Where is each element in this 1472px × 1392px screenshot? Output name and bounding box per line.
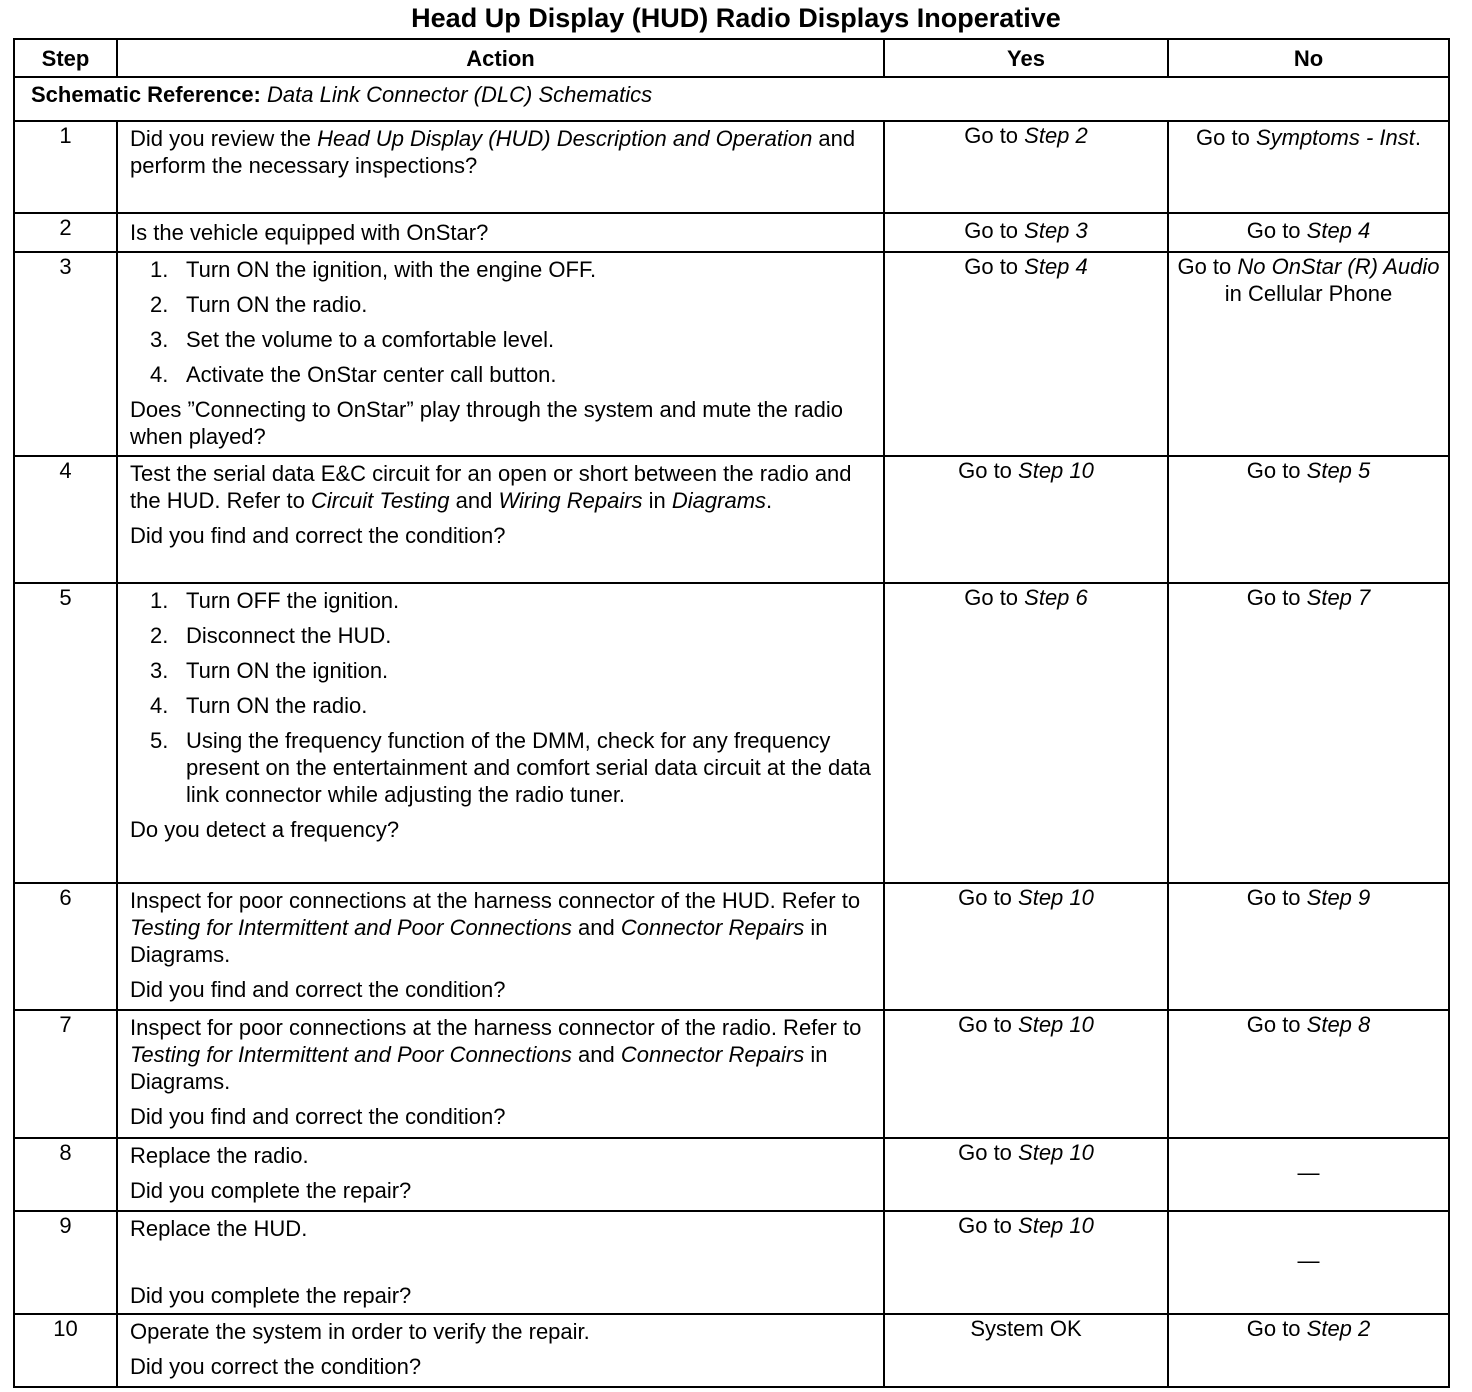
step-number: 5	[14, 583, 117, 883]
yes-cell: System OK	[884, 1314, 1168, 1387]
table-row	[14, 583, 1449, 883]
no-text: in Cellular Phone	[1224, 281, 1393, 306]
question-text: Did you complete the repair?	[130, 1178, 412, 1203]
no-text: Go to	[1196, 125, 1256, 150]
action-paragraph: Inspect for poor connections at the harness connector of the HUD. Refer to Testing for Intermittent and Poor Connections and Connector Repairs in Diagrams.	[130, 888, 861, 967]
schematic-reference	[14, 77, 1449, 121]
list-item: 2. Disconnect the HUD.	[150, 623, 392, 648]
no-text: Go to	[1246, 585, 1307, 610]
list-item: 4. Turn ON the radio.	[150, 693, 368, 718]
no-cell	[1168, 121, 1449, 213]
schematic-label: Schematic Reference:	[31, 82, 261, 107]
action-content	[130, 1215, 873, 1309]
yes-link[interactable]: Step 2	[1024, 123, 1088, 148]
question-text: Did you complete the repair?	[130, 1283, 412, 1308]
header-no: No	[1168, 39, 1449, 77]
action-cell	[117, 1211, 884, 1314]
action-link[interactable]: Head Up Display (HUD) Description and Operation	[317, 126, 813, 151]
yes-cell	[884, 1138, 1168, 1211]
yes-text: Go to	[958, 1012, 1019, 1037]
step-number: 6	[14, 883, 117, 1010]
no-text: Go to	[1177, 254, 1238, 279]
action-paragraph: Inspect for poor connections at the harness connector of the radio. Refer to Testing for Intermittent and Poor Connections and Connector Repairs in Diagrams.	[130, 1015, 862, 1094]
action-text: Did you review the	[130, 126, 318, 151]
no-cell	[1168, 1314, 1449, 1387]
yes-text: Go to	[964, 585, 1025, 610]
table-row	[14, 883, 1449, 1010]
action-cell	[117, 121, 884, 213]
action-link[interactable]: Circuit Testing	[310, 488, 450, 513]
question-text: Does ”Connecting to OnStar” play through the system and mute the radio when played?	[130, 397, 843, 449]
yes-cell	[884, 252, 1168, 456]
list-item: 5. Using the frequency function of the DMM, check for any frequency present on the entertainment and comfort serial data circuit at the data link connector while adjusting the radio tuner.	[150, 728, 871, 807]
no-link[interactable]: Step 8	[1306, 1012, 1371, 1037]
no-cell: —	[1168, 1138, 1449, 1211]
no-cell: —	[1168, 1211, 1449, 1314]
list-item: 1. Turn ON the ignition, with the engine OFF.	[150, 257, 597, 282]
page-title: Head Up Display (HUD) Radio Displays Inoperative	[411, 3, 1061, 33]
action-link[interactable]: Wiring Repairs	[498, 488, 643, 513]
action-cell	[117, 456, 884, 583]
step-number: 7	[14, 1010, 117, 1138]
yes-text: Go to	[958, 1140, 1019, 1165]
step-number: 4	[14, 456, 117, 583]
no-cell	[1168, 252, 1449, 456]
yes-link[interactable]: Step 10	[1018, 1213, 1094, 1238]
action-link[interactable]: Testing for Intermittent and Poor Connections	[130, 915, 572, 940]
action-link[interactable]: Diagrams	[671, 488, 767, 513]
yes-text: Go to	[958, 885, 1019, 910]
step-number: 1	[14, 121, 117, 213]
action-link[interactable]: Connector Repairs	[620, 1042, 805, 1067]
no-link[interactable]: Symptoms - Inst	[1255, 125, 1415, 150]
yes-text: Go to	[958, 458, 1019, 483]
question-text: Did you find and correct the condition?	[130, 1104, 506, 1129]
no-cell	[1168, 583, 1449, 883]
table-row	[14, 213, 1449, 252]
step-number: 10	[14, 1314, 117, 1387]
header-yes: Yes	[884, 39, 1168, 77]
action-cell	[117, 883, 884, 1010]
action-cell	[117, 583, 884, 883]
yes-text: Go to	[958, 1213, 1019, 1238]
action-link[interactable]: Connector Repairs	[620, 915, 805, 940]
header-step: Step	[14, 39, 117, 77]
step-number: 2	[14, 213, 117, 252]
yes-link[interactable]: Step 10	[1018, 458, 1094, 483]
yes-cell	[884, 456, 1168, 583]
no-cell	[1168, 456, 1449, 583]
table-row	[14, 1138, 1449, 1211]
yes-link[interactable]: Step 6	[1024, 585, 1088, 610]
yes-cell	[884, 213, 1168, 252]
action-cell	[117, 1314, 884, 1387]
list-item: 4. Activate the OnStar center call button.	[150, 362, 557, 387]
table-row	[14, 1211, 1449, 1314]
procedure-list	[130, 256, 873, 388]
question-text: Did you find and correct the condition?	[130, 523, 506, 548]
yes-link[interactable]: Step 10	[1018, 885, 1094, 910]
no-link[interactable]: No OnStar (R) Audio	[1237, 254, 1440, 279]
list-item: 2. Turn ON the radio.	[150, 292, 368, 317]
list-item: 3. Set the volume to a comfortable level.	[150, 327, 555, 352]
no-link[interactable]: Step 7	[1306, 585, 1371, 610]
yes-text: Go to	[964, 254, 1025, 279]
table-row	[14, 252, 1449, 456]
no-text: Go to	[1246, 1012, 1307, 1037]
action-paragraph: Replace the HUD.	[130, 1216, 308, 1241]
yes-cell	[884, 121, 1168, 213]
no-cell	[1168, 1010, 1449, 1138]
action-paragraph: Test the serial data E&C circuit for an open or short between the radio and the HUD. Refer to Circuit Testing and Wiring Repairs in Diagrams.	[130, 461, 852, 513]
schematic-link[interactable]: Data Link Connector (DLC) Schematics	[267, 82, 653, 107]
yes-link[interactable]: Step 10	[1018, 1012, 1094, 1037]
no-text: Go to	[1246, 885, 1307, 910]
question-text: Did you find and correct the condition?	[130, 977, 506, 1002]
list-item: 3. Turn ON the ignition.	[150, 658, 389, 683]
no-link[interactable]: Step 5	[1306, 458, 1371, 483]
diagnostic-table	[13, 38, 1450, 1388]
action-paragraph: Operate the system in order to verify the repair.	[130, 1319, 590, 1344]
yes-text: Go to	[964, 218, 1025, 243]
table-row	[14, 1010, 1449, 1138]
no-link[interactable]: Step 4	[1306, 218, 1371, 243]
yes-cell	[884, 1211, 1168, 1314]
yes-cell	[884, 883, 1168, 1010]
yes-link[interactable]: Step 3	[1024, 218, 1088, 243]
action-link[interactable]: Testing for Intermittent and Poor Connections	[130, 1042, 572, 1067]
procedure-list	[130, 587, 873, 808]
action-cell	[117, 252, 884, 456]
yes-cell	[884, 583, 1168, 883]
no-text: Go to	[1246, 458, 1307, 483]
action-cell	[117, 1138, 884, 1211]
no-text: Go to	[1246, 1316, 1307, 1341]
table-row	[14, 456, 1449, 583]
no-cell	[1168, 213, 1449, 252]
step-number: 3	[14, 252, 117, 456]
yes-cell	[884, 1010, 1168, 1138]
yes-link[interactable]: Step 4	[1024, 254, 1088, 279]
table-row	[14, 121, 1449, 213]
no-link[interactable]: Step 9	[1306, 885, 1371, 910]
step-number: 9	[14, 1211, 117, 1314]
action-paragraph: Replace the radio.	[130, 1143, 309, 1168]
question-text: Do you detect a frequency?	[130, 817, 400, 842]
header-action: Action	[117, 39, 884, 77]
question-text: Did you correct the condition?	[130, 1354, 422, 1379]
list-item: 1. Turn OFF the ignition.	[150, 588, 400, 613]
header-row	[14, 39, 1449, 77]
yes-text: Go to	[964, 123, 1025, 148]
step-number: 8	[14, 1138, 117, 1211]
action-cell	[117, 1010, 884, 1138]
no-cell	[1168, 883, 1449, 1010]
yes-link[interactable]: Step 10	[1018, 1140, 1094, 1165]
action-text: and perform the necessary inspections?	[130, 126, 856, 178]
table-row	[14, 1314, 1449, 1387]
no-text: Go to	[1246, 218, 1307, 243]
action-cell: Is the vehicle equipped with OnStar?	[117, 213, 884, 252]
schematic-row	[14, 77, 1449, 121]
no-text: .	[1414, 125, 1421, 150]
no-link[interactable]: Step 2	[1306, 1316, 1371, 1341]
